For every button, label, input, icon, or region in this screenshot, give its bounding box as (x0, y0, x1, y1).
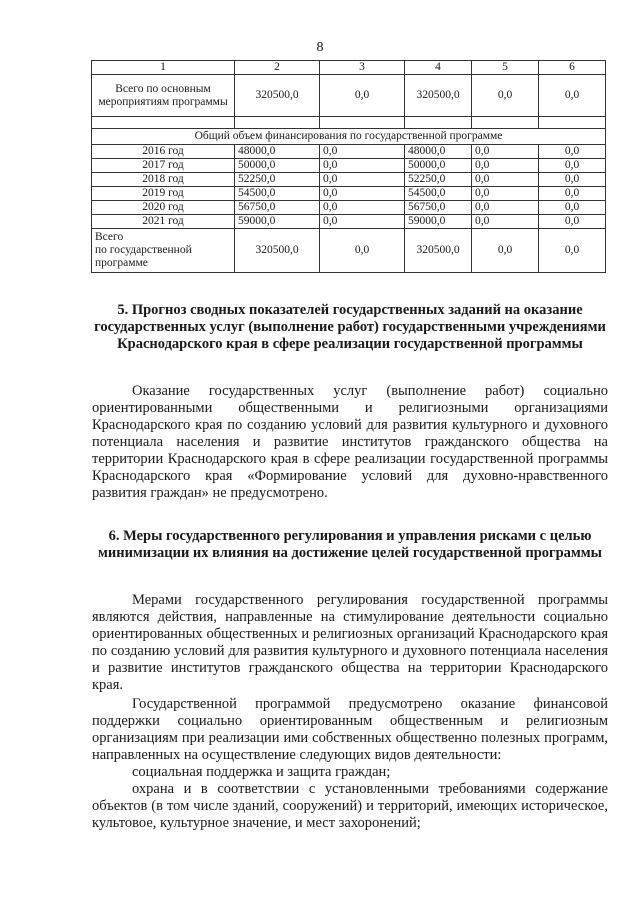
table-cell: 320500,0 (235, 229, 320, 273)
table-cell: 0,0 (320, 145, 405, 159)
table-cell: 0,0 (472, 173, 539, 187)
table-cell: 52250,0 (405, 173, 472, 187)
table-cell: 48000,0 (405, 145, 472, 159)
table-cell: 320500,0 (405, 75, 472, 117)
header-cell: 6 (539, 61, 606, 75)
table-cell: 0,0 (472, 75, 539, 117)
table-cell: 59000,0 (405, 215, 472, 229)
table-subheading-row (92, 129, 606, 145)
section-6-heading: 6. Меры государственного регулирования и управления рисками с целью минимизации их влияния на достижение целей государственной программы (97, 528, 603, 561)
table-cell: 54500,0 (405, 187, 472, 201)
table-row-total-main (92, 75, 606, 117)
table-row (92, 145, 606, 159)
table-cell: 0,0 (472, 145, 539, 159)
section-6-paragraph-2: Государственной программой предусмотрено оказание финансовой поддержки социально ориентированным общественным и религиозным организациям при реализации ими собственных общественно полезных программ, направленных на осуществление следующих видов деятельности: (92, 696, 608, 763)
table-cell: 0,0 (539, 187, 606, 201)
section-6 (92, 528, 608, 832)
table-cell: 0,0 (539, 75, 606, 117)
header-cell: 3 (320, 61, 405, 75)
table-cell: 0,0 (320, 159, 405, 173)
row-label-line: программе (95, 257, 148, 269)
table-cell: 0,0 (472, 215, 539, 229)
row-label-line: Всего (95, 231, 124, 243)
table-row (92, 173, 606, 187)
table-cell: 54500,0 (235, 187, 320, 201)
section-5-paragraph: Оказание государственных услуг (выполнение работ) социально ориентированными общественными и религиозными организациями Краснодарского края по созданию условий для развития культурного и духовного потенциала населения и развитие институтов гражданского общества на территории Краснодарского края в сфере реализации государственной программы Краснодарского края «Формирование условий для духовно-нравственного развития граждан» не предусмотрено. (92, 383, 608, 501)
table-cell: 0,0 (539, 229, 606, 273)
table-cell: 0,0 (472, 159, 539, 173)
table-cell: 0,0 (539, 173, 606, 187)
year-label: 2016 год (92, 145, 235, 159)
table-cell: 48000,0 (235, 145, 320, 159)
table-cell: 0,0 (320, 201, 405, 215)
table-row (92, 201, 606, 215)
list-item: охрана и в соответствии с установленными требованиями содержание объектов (в том числе зданий, сооружений) и территорий, имеющих историческое, культовое, культурное значение, и мест захоронений; (92, 781, 608, 831)
table-cell: 56750,0 (235, 201, 320, 215)
table-cell: 0,0 (539, 201, 606, 215)
table-row (92, 187, 606, 201)
table-cell: 56750,0 (405, 201, 472, 215)
table-row-total-program (92, 229, 606, 273)
section-5-heading: 5. Прогноз сводных показателей государственных заданий на оказание государственных услуг (выполнение работ) государственными учреждениями Краснодарского края в сфере реализации государственной программы (94, 302, 606, 352)
header-cell: 4 (405, 61, 472, 75)
table-header-row (92, 61, 606, 75)
header-cell: 1 (92, 61, 235, 75)
table-cell: 0,0 (320, 75, 405, 117)
table-row-spacer (92, 117, 606, 129)
page-number: 8 (316, 40, 324, 55)
table-cell: 320500,0 (235, 75, 320, 117)
table-cell: 320500,0 (405, 229, 472, 273)
list-item: социальная поддержка и защита граждан; (132, 764, 391, 780)
financing-table (91, 60, 606, 273)
year-label: 2020 год (92, 201, 235, 215)
table-row (92, 215, 606, 229)
table-cell: 0,0 (320, 187, 405, 201)
header-cell: 2 (235, 61, 320, 75)
table-cell: 0,0 (320, 173, 405, 187)
year-label: 2018 год (92, 173, 235, 187)
year-label: 2017 год (92, 159, 235, 173)
table-cell: 0,0 (539, 215, 606, 229)
table-cell: 59000,0 (235, 215, 320, 229)
table-cell: 50000,0 (405, 159, 472, 173)
table-subheading: Общий объем финансирования по государственной программе (92, 129, 606, 145)
header-cell: 5 (472, 61, 539, 75)
section-5 (92, 302, 608, 502)
section-6-paragraph-1: Мерами государственного регулирования государственной программы являются действия, направленные на стимулирование деятельности социально ориентированных общественных и религиозных организаций Краснодарского края по созданию условий для развития культурного и духовного потенциала населения и развитие институтов гражданского общества на территории Краснодарского края. (92, 592, 608, 693)
year-label: 2019 год (92, 187, 235, 201)
year-label: 2021 год (92, 215, 235, 229)
row-label: Всего по основным мероприятиям программы (92, 75, 235, 117)
table-cell: 0,0 (320, 229, 405, 273)
table-cell: 52250,0 (235, 173, 320, 187)
table-row (92, 159, 606, 173)
row-label (92, 229, 235, 273)
table-cell: 0,0 (472, 187, 539, 201)
table-cell: 0,0 (320, 215, 405, 229)
row-label-line: по государственной (95, 244, 192, 256)
table-cell: 0,0 (539, 159, 606, 173)
table-cell: 50000,0 (235, 159, 320, 173)
table-cell: 0,0 (472, 201, 539, 215)
table-cell: 0,0 (539, 145, 606, 159)
table-cell: 0,0 (472, 229, 539, 273)
